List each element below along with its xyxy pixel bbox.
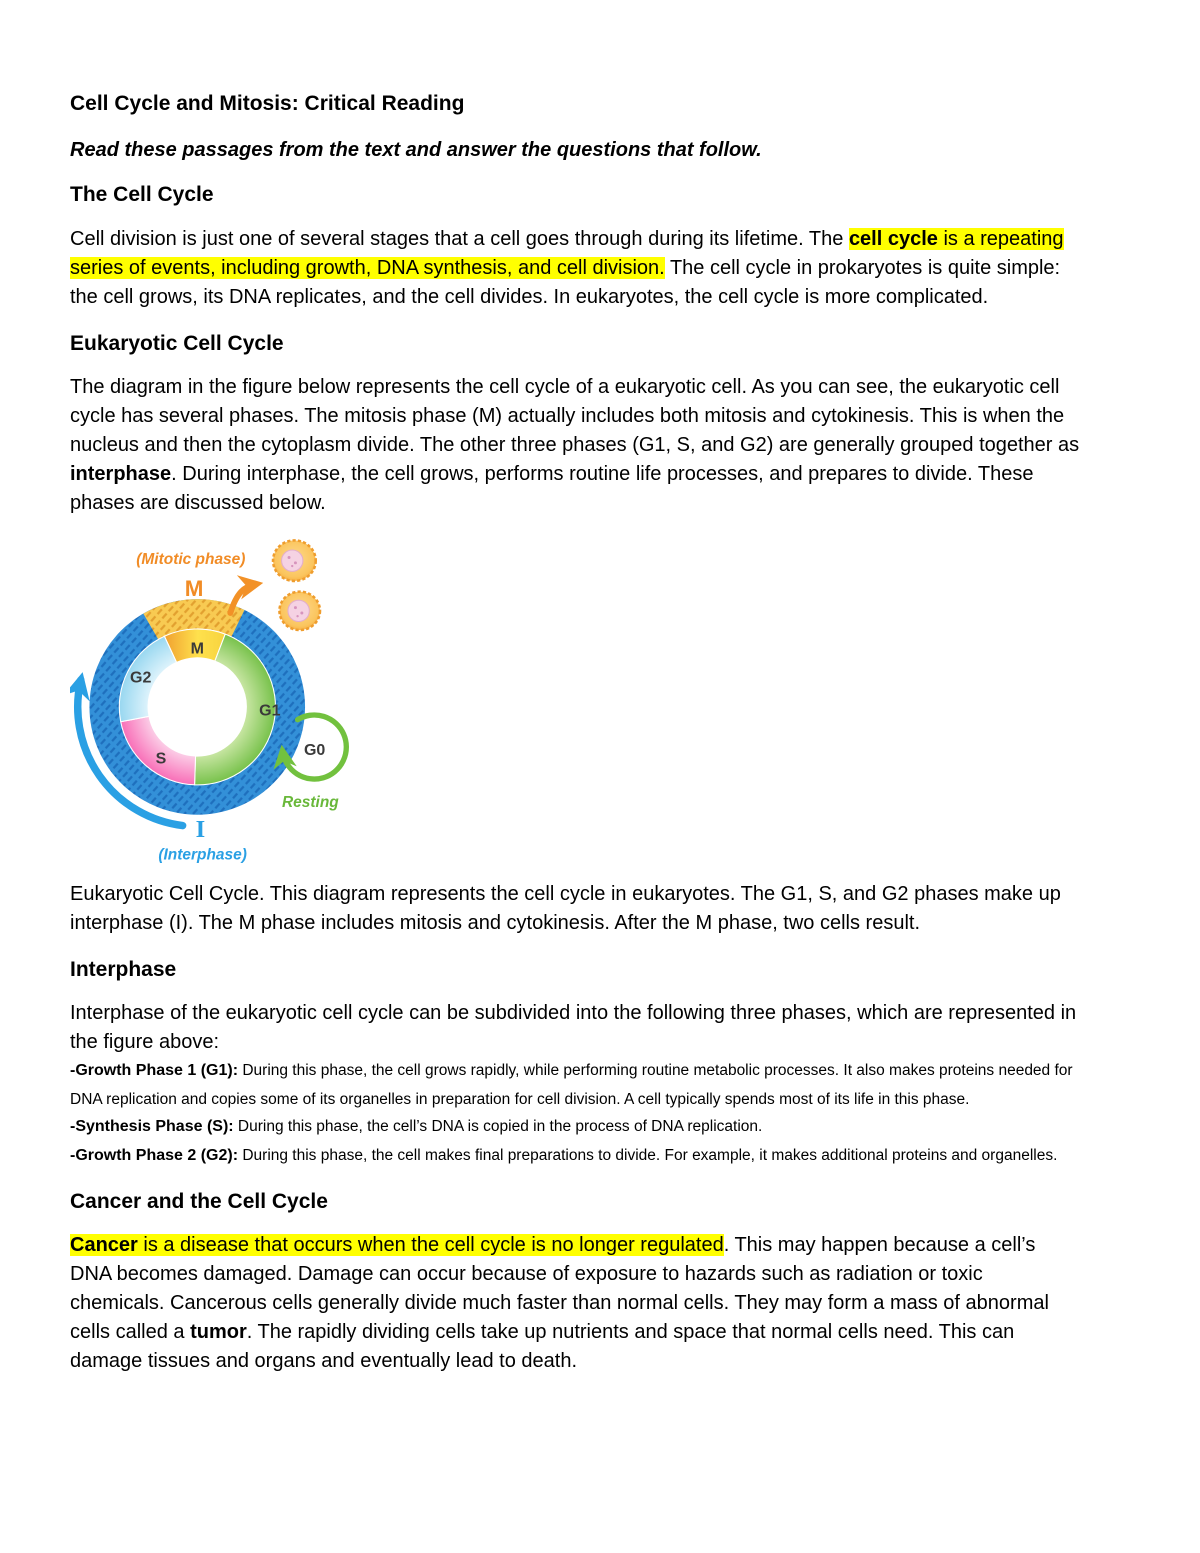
- text-segment: The cell cycle in prokaryotes is quite simple: the cell grows, its DNA replicates, and the cell divides. In eukaryotes, the cell cycle is more complicated.: [70, 256, 1061, 308]
- phase-text-g2: During this phase, the cell makes final preparations to divide. For example, it makes additional proteins and organelles.: [238, 1146, 1058, 1164]
- phase-item-g2: [70, 1142, 1082, 1170]
- label-g0: G0: [303, 741, 326, 759]
- text-segment: . The rapidly dividing cells take up nutrients and space that normal cells need. This can damage tissues and organs and eventually lead to death.: [70, 1321, 1015, 1373]
- text-segment: The diagram in the figure below represents the cell cycle of a eukaryotic cell. As you can see, the eukaryotic cell cycle has several phases. The mitosis phase (M) actually includes both mitosis and cytokinesis. This is when the nucleus and then the cytoplasm divide. The other three phases (G1, S, and G2) are generally grouped together as: [70, 375, 1080, 456]
- phase-label-g2: -Growth Phase 2 (G2):: [70, 1146, 239, 1164]
- text-segment: Cancer: [70, 1234, 138, 1257]
- label-m-inner: M: [190, 640, 204, 658]
- figure-caption: Eukaryotic Cell Cycle. This diagram represents the cell cycle in eukaryotes. The G1, S, and G2 phases make up interphase (I). The M phase includes mitosis and cytokinesis. After the M phase, two cells result.: [70, 882, 1061, 934]
- label-g2: G2: [130, 669, 152, 687]
- phase-list: [70, 1057, 1082, 1170]
- cell-cycle-figure: [70, 534, 1082, 872]
- daughter-cell-2: [279, 592, 320, 630]
- cell-cycle-diagram: [70, 534, 380, 867]
- mitotic-outer-segment: [151, 614, 238, 626]
- label-m-outer: M: [184, 575, 204, 601]
- document-title: Cell Cycle and Mitosis: Critical Reading: [70, 92, 465, 115]
- text-segment: interphase: [70, 462, 172, 485]
- paragraph-the-cell-cycle: [70, 225, 1082, 312]
- phase-label-s: -Synthesis Phase (S):: [70, 1118, 234, 1136]
- text-segment: . This may happen because a cell’s DNA becomes damaged. Damage can occur because of exposure to hazards such as radiation or toxic chemicals. Cancerous cells generally divide much faster than normal cells. They may form a mass of abnormal cells called a: [70, 1234, 1049, 1344]
- heading-cancer: Cancer and the Cell Cycle: [70, 1190, 328, 1214]
- text-segment: Cell division is just one of several stages that a cell goes through during its lifetime. The: [70, 227, 849, 250]
- phase-label-g1: -Growth Phase 1 (G1):: [70, 1062, 239, 1080]
- label-s: S: [155, 750, 167, 768]
- document-subtitle: Read these passages from the text and answer the questions that follow.: [70, 139, 762, 162]
- heading-the-cell-cycle: The Cell Cycle: [70, 183, 214, 207]
- paragraph-cancer: [70, 1231, 1082, 1376]
- daughter-cell-1: [273, 540, 316, 581]
- phase-text-s: During this phase, the cell’s DNA is copied in the process of DNA replication.: [233, 1118, 763, 1136]
- text-segment: cell cycle: [848, 227, 938, 250]
- heading-eukaryotic-cell-cycle: Eukaryotic Cell Cycle: [70, 331, 284, 355]
- text-segment: is a repeating series of events, including growth, DNA synthesis, and cell division.: [70, 227, 1064, 279]
- text-segment: tumor: [190, 1321, 247, 1344]
- phase-item-s: [70, 1113, 1082, 1141]
- paragraph-interphase-intro: Interphase of the eukaryotic cell cycle can be subdivided into the following three phases, which are represented in the figure above:: [70, 1002, 1077, 1054]
- label-resting: Resting: [282, 794, 339, 812]
- text-segment: is a disease that occurs when the cell cycle is no longer regulated: [137, 1234, 724, 1257]
- label-g1: G1: [259, 702, 281, 720]
- phase-item-g1: [70, 1057, 1082, 1113]
- label-interphase: (Interphase): [158, 846, 247, 864]
- label-mitotic-phase: (Mitotic phase): [136, 550, 246, 568]
- mitosis-arrow: [230, 584, 256, 613]
- paragraph-eukaryotic-cell-cycle: [70, 373, 1082, 518]
- label-i: I: [195, 816, 206, 844]
- phase-text-g1: During this phase, the cell grows rapidly, while performing routine metabolic processes. It also makes proteins needed for DNA replication and copies some of its organelles in preparation for cell division. A cell typically spends most of its life in this phase.: [70, 1062, 1073, 1108]
- heading-interphase: Interphase: [70, 957, 177, 981]
- text-segment: . During interphase, the cell grows, performs routine life processes, and prepares to divide. These phases are discussed below.: [70, 462, 1034, 514]
